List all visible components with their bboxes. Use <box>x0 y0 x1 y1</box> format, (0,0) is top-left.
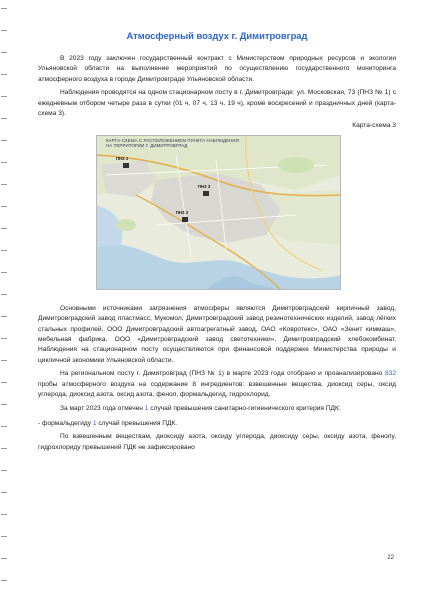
page-number: 22 <box>387 555 394 561</box>
binding-tick <box>1 140 7 141</box>
map-title: КАРТА-СХЕМА С РАСПОЛОЖЕНИЕМ ПУНКТА НАБЛЮДЕНИЯ НА ТЕРРИТОРИИ Г. ДИМИТРОВГРАД <box>106 137 239 148</box>
binding-tick <box>1 426 7 427</box>
binding-tick <box>1 74 7 75</box>
paragraph-regional-post: На региональном посту г. Димитровград (ПНЗ № 1) в марте 2023 года отобрано и проанализировано 832 пробы атмосферного воздуха на содержание 8 ингредиентов: взвешенные вещества, диоксид серы, оксид углерода, диоксид азота, оксид азота, фенол, формальдегид, гидрохлорид. <box>38 370 396 399</box>
post-marker-3 <box>203 191 209 196</box>
map-caption: Карта-схема 3 <box>352 122 396 130</box>
page-title: Атмосферный воздух г. Димитровград <box>126 30 308 41</box>
binding-tick <box>1 514 7 515</box>
binding-tick <box>1 558 7 559</box>
binding-tick <box>1 360 7 361</box>
binding-tick <box>1 52 7 53</box>
paragraph-formaldehyde: - формальдегиду 1 случай превышения ПДК. <box>38 419 178 427</box>
city-map <box>96 135 341 290</box>
binding-tick <box>1 316 7 317</box>
binding-tick <box>1 580 7 581</box>
binding-tick <box>1 250 7 251</box>
paragraph-contract: В 2023 году заключен государственный контракт с Министерством природных ресурсов и экологии Ульяновской области на выполнение мероприятий по осуществлению государственного мониторинга атмосферного воздуха в городе Димитровграде Ульяновской области. <box>38 55 396 83</box>
binding-tick <box>1 448 7 449</box>
post-label-1: ПНЗ 1 <box>116 155 129 161</box>
binding-tick <box>1 492 7 493</box>
binding-tick <box>1 184 7 185</box>
sample-count: 832 <box>384 370 396 378</box>
binding-tick <box>1 8 7 9</box>
post-marker-2 <box>182 217 188 222</box>
binding-tick <box>1 272 7 273</box>
binding-tick <box>1 294 7 295</box>
post-marker-1 <box>123 163 129 168</box>
paragraph-exceedance: За март 2023 года отмечен 1 случай превышения санитарно-гигиенического критерия ПДК: <box>60 404 341 412</box>
paragraph-observations: Наблюдения проводятся на одном стационарном посту в г. Димитровграде: ул. Московская, 73 (ПНЗ № 1) с ежедневным отбором четыре раза в сутки (01 ч, 07 ч, 13 ч, 19 ч), кроме воскресений и праздничных дней (карта-схема 3). <box>38 89 396 118</box>
formaldehyde-count: 1 <box>92 419 97 427</box>
binding-tick <box>1 338 7 339</box>
binding-tick <box>1 118 7 119</box>
binding-tick <box>1 96 7 97</box>
binding-tick <box>1 382 7 383</box>
binding-tick <box>1 536 7 537</box>
binding-tick <box>1 162 7 163</box>
paragraph-no-exceedance: По взвешенным веществам, диоксиду азота, оксиду углерода, диоксиду серы, оксиду азота, фенолу, гидрохлориду превышений ПДК не зафиксировано <box>38 433 396 451</box>
binding-edge <box>0 0 9 600</box>
binding-tick <box>1 228 7 229</box>
binding-tick <box>1 470 7 471</box>
map-image <box>96 135 341 290</box>
binding-tick <box>1 30 7 31</box>
post-label-3: ПНЗ 3 <box>198 183 211 189</box>
binding-tick <box>1 206 7 207</box>
post-label-2: ПНЗ 2 <box>176 209 189 215</box>
binding-tick <box>1 404 7 405</box>
paragraph-sources: Основными источниками загрязнения атмосферы являются Димитровградский кирпичный завод, Димитровградский завод пластмасс, Мукомол, Димитровградский завод резинотехнических изделий, завод лёгких стальных профилей, ООО Димитровградский автоагрегатный завод, ОАО «Ковротекс», ОАО «Зенит киммаш», мебельная фабрика, ООО «Димитровградский завод светотехники», Димитровградский хлебокомбинат. Наблюдения на стационарном посту осуществляются при финансовой поддержке Министерства природы и цикличной экономики Ульяновской области. <box>38 304 396 364</box>
exceedance-count: 1 <box>144 404 149 412</box>
document-page <box>38 30 396 453</box>
